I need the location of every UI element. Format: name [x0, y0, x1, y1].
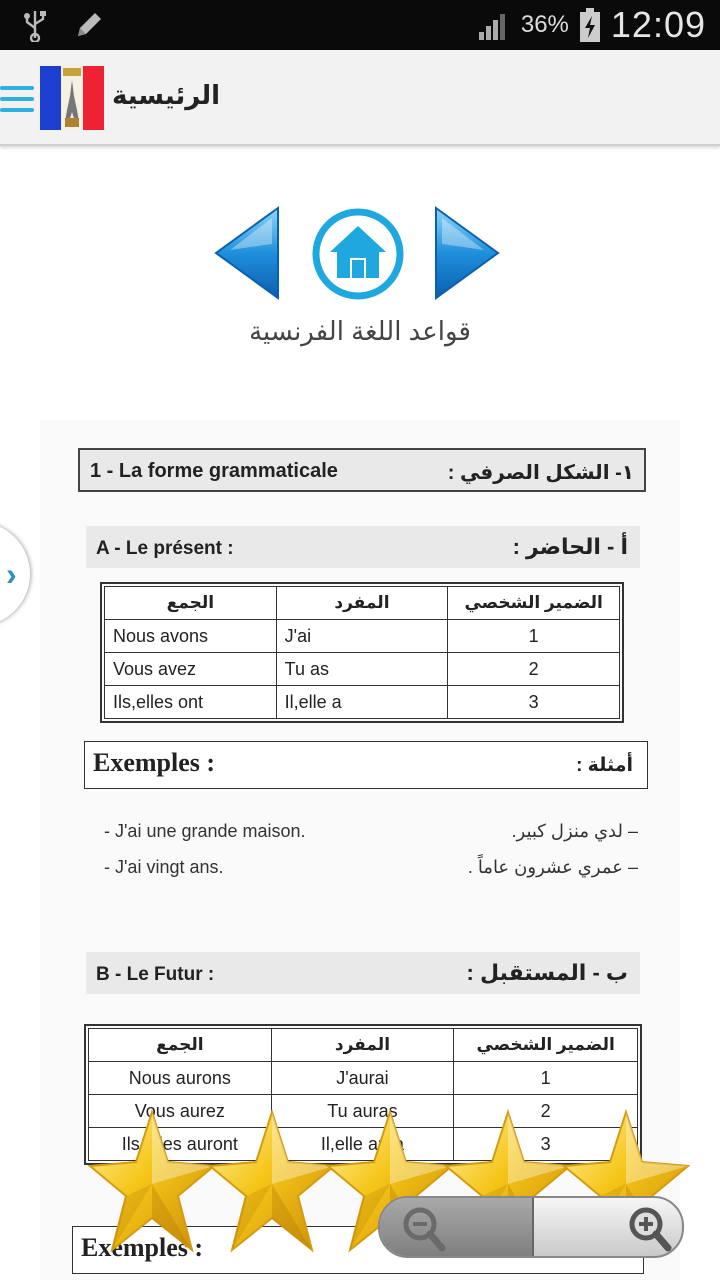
table-cell: Ils,elles auront [89, 1128, 272, 1161]
table-cell: J'ai [276, 620, 448, 653]
table-cell: Tu auras [271, 1095, 454, 1128]
present-heading-fr: A - Le présent : [96, 538, 234, 559]
example-ar-1: – لدي منزل كبير. [511, 821, 638, 841]
table-cell: Nous avons [105, 620, 277, 653]
app-bar [0, 50, 720, 146]
chevron-right-icon: › [6, 556, 17, 592]
menu-icon[interactable] [0, 86, 34, 116]
table-header: المفرد [276, 587, 448, 620]
table-header: الضمير الشخصي [448, 587, 620, 620]
pencil-icon [72, 8, 106, 42]
home-icon[interactable] [310, 206, 406, 302]
present-table [104, 586, 620, 719]
table-cell: 2 [448, 653, 620, 686]
present-heading [86, 526, 640, 568]
status-bar [0, 0, 720, 50]
battery-percent: 36% [520, 11, 569, 38]
star-icon[interactable] [88, 1108, 216, 1254]
battery-icon [579, 7, 601, 43]
previous-arrow-icon[interactable] [210, 204, 284, 302]
table-row [105, 686, 620, 719]
table-cell: 1 [448, 620, 620, 653]
zoom-control [378, 1196, 684, 1258]
star-icon[interactable] [208, 1108, 336, 1254]
table-cell: Tu as [276, 653, 448, 686]
example-fr-2: - J'ai vingt ans. [104, 857, 224, 877]
table-header: الجمع [105, 587, 277, 620]
next-arrow-icon[interactable] [430, 204, 504, 302]
example-ar-2: – عمري عشرون عاماً . [467, 857, 638, 877]
present-heading-ar: أ - الحاضر : [512, 534, 628, 559]
table-header: المفرد [271, 1029, 454, 1062]
clock: 12:09 [610, 4, 706, 45]
drawer-handle[interactable] [0, 522, 30, 626]
table-cell: 1 [454, 1062, 638, 1095]
futur-heading-ar: ب - المستقبل : [466, 960, 628, 985]
table-cell: J'aurai [271, 1062, 454, 1095]
table-row [89, 1062, 638, 1095]
table-cell: Nous aurons [89, 1062, 272, 1095]
section-title-fr: 1 - La forme grammaticale [90, 460, 338, 482]
page-title: قواعد اللغة الفرنسية [249, 316, 471, 346]
eiffel-tower-icon [61, 66, 83, 130]
table-cell: Il,elle aura [271, 1128, 454, 1161]
table-row [105, 620, 620, 653]
table-cell: 2 [454, 1095, 638, 1128]
app-logo[interactable] [40, 66, 104, 130]
table-cell: 3 [448, 686, 620, 719]
zoom-out-icon [380, 1198, 532, 1258]
usb-icon [18, 8, 52, 42]
table-header: الجمع [89, 1029, 272, 1062]
app-title: الرئيسية [112, 80, 221, 110]
section-title-ar: ١- الشكل الصرفي : [447, 462, 634, 484]
present-examples-box [84, 741, 648, 789]
futur-heading [86, 952, 640, 994]
table-cell: 3 [454, 1128, 638, 1161]
table-header-row [105, 587, 620, 620]
table-cell: Vous aurez [89, 1095, 272, 1128]
examples-label-ar: أمثلة : [576, 755, 633, 776]
examples-label-fr: Exemples : [81, 1233, 204, 1262]
zoom-in-button[interactable] [534, 1198, 684, 1256]
signal-icon [477, 8, 511, 42]
table-cell: Il,elle a [276, 686, 448, 719]
section-title [78, 448, 646, 492]
zoom-in-icon [534, 1198, 684, 1258]
table-row [105, 653, 620, 686]
examples-label-fr: Exemples : [93, 748, 216, 777]
table-cell: Vous avez [105, 653, 277, 686]
table-header: الضمير الشخصي [454, 1029, 638, 1062]
table-header-row [89, 1029, 638, 1062]
example-fr-1: - J'ai une grande maison. [104, 821, 306, 841]
zoom-out-button[interactable] [380, 1198, 532, 1256]
futur-heading-fr: B - Le Futur : [96, 964, 215, 985]
table-cell: Ils,elles ont [105, 686, 277, 719]
